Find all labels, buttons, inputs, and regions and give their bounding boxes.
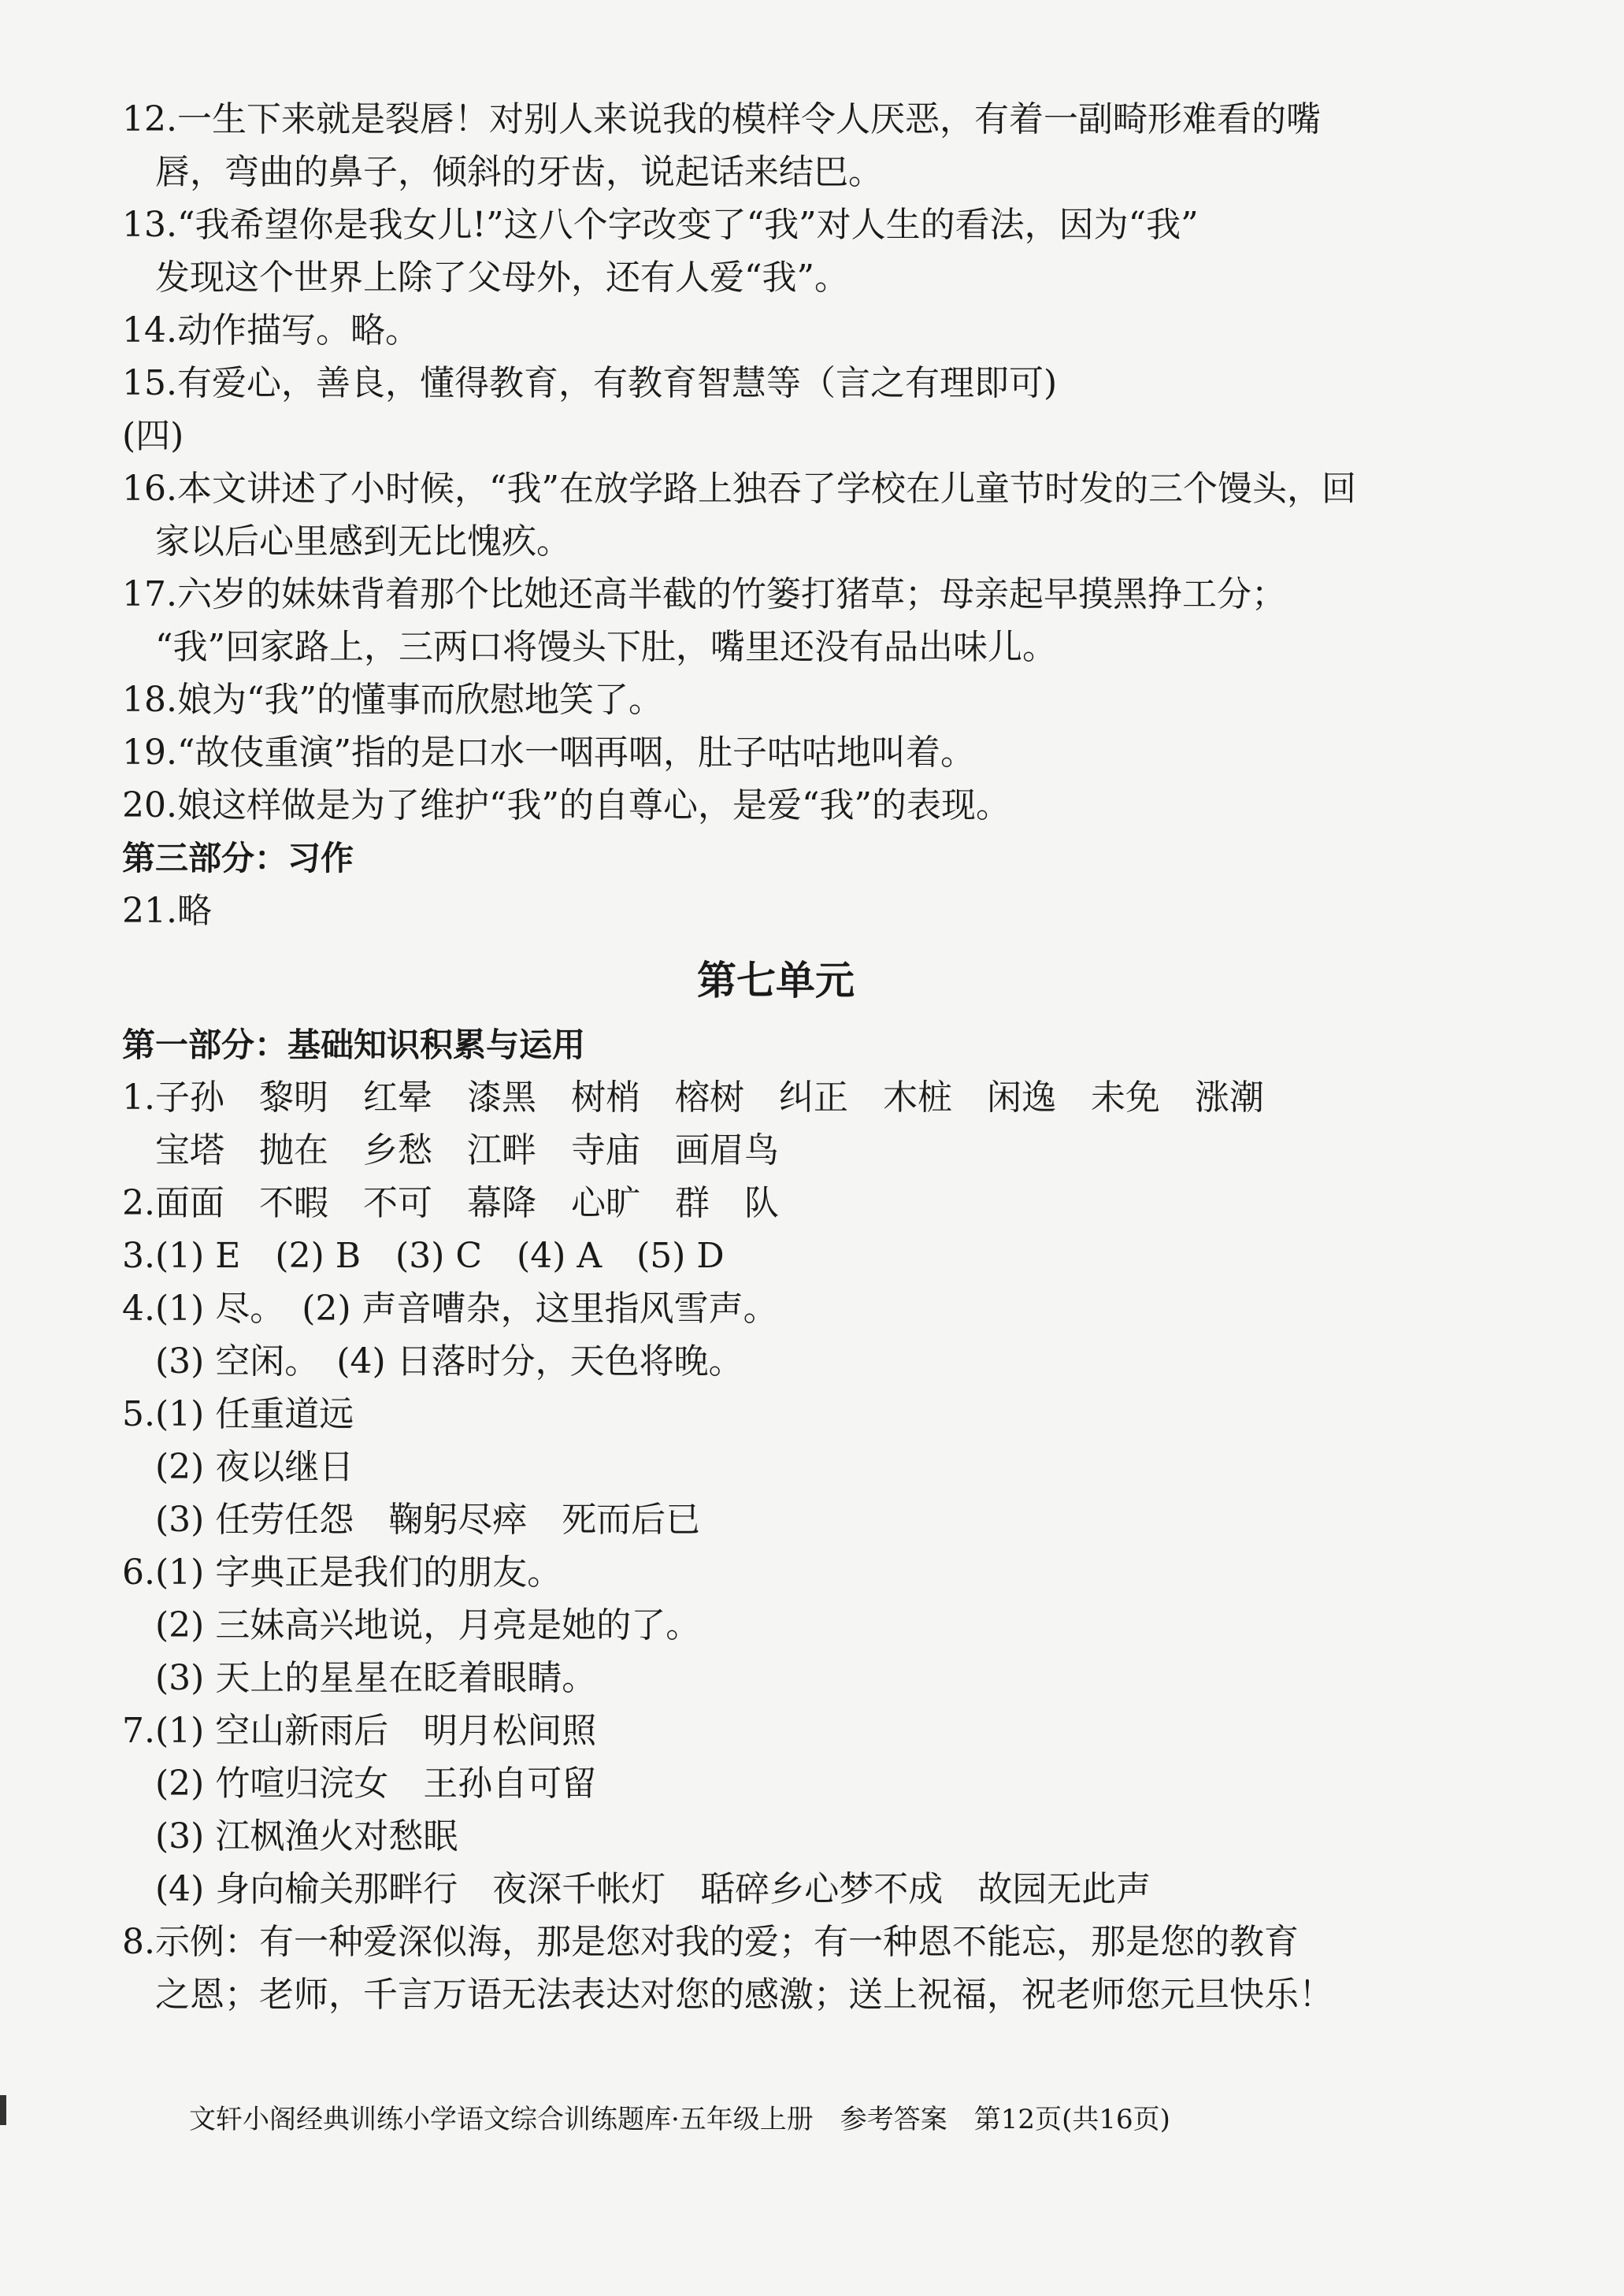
- answer-line: 5.(1) 任重道远: [122, 1394, 354, 1434]
- section-heading: 第一部分：基础知识积累与运用: [122, 1026, 586, 1064]
- section-marker: (四): [122, 416, 184, 456]
- answer-line: 17.六岁的妹妹背着那个比她还高半截的竹篓打猪草；母亲起早摸黑挣工分；: [122, 574, 1286, 614]
- document-page: [122, 93, 1429, 2021]
- answer-line: 12.一生下来就是裂唇！对别人来说我的模样令人厌恶，有着一副畸形难看的嘴: [122, 99, 1321, 139]
- answer-line: “我”回家路上，三两口将馒头下肚，嘴里还没有品出味儿。: [155, 627, 1057, 667]
- answer-line: (4) 身向榆关那畔行 夜深千帐灯 聒碎乡心梦不成 故园无此声: [155, 1869, 1151, 1909]
- answer-line: 2.面面 不暇 不可 幕降 心旷 群 队: [122, 1183, 779, 1223]
- answer-line: 唇，弯曲的鼻子，倾斜的牙齿，说起话来结巴。: [155, 152, 883, 192]
- unit-title: 第七单元: [697, 958, 855, 1003]
- page-footer: 文轩小阁经典训练小学语文综合训练题库·五年级上册 参考答案 第12页(共16页): [189, 2104, 1170, 2135]
- answer-line: 20.娘这样做是为了维护“我”的自尊心，是爱“我”的表现。: [122, 785, 1010, 825]
- answer-line: 8.示例：有一种爱深似海，那是您对我的爱；有一种恩不能忘，那是您的教育: [122, 1922, 1299, 1962]
- page-edge-mark: [0, 2095, 6, 2125]
- answer-line: 18.娘为“我”的懂事而欣慰地笑了。: [122, 680, 663, 720]
- answer-line: 发现这个世界上除了父母外，还有人爱“我”。: [155, 258, 849, 298]
- answer-line: 4.(1) 尽。 (2) 声音嘈杂，这里指风雪声。: [122, 1289, 778, 1329]
- answer-line: (3) 空闲。 (4) 日落时分，天色将晚。: [155, 1341, 743, 1382]
- answer-line: 之恩；老师，千言万语无法表达对您的感激；送上祝福，祝老师您元旦快乐！: [155, 1975, 1333, 2015]
- answer-line: 1.子孙 黎明 红晕 漆黑 树梢 榕树 纠正 木桩 闲逸 未免 涨潮: [122, 1078, 1264, 1118]
- answer-line: 16.本文讲述了小时候，“我”在放学路上独吞了学校在儿童节时发的三个馒头，回: [122, 469, 1356, 509]
- answer-line: 3.(1) E (2) B (3) C (4) A (5) D: [122, 1236, 725, 1276]
- answer-line: 7.(1) 空山新雨后 明月松间照: [122, 1711, 597, 1751]
- answer-line: 宝塔 抛在 乡愁 江畔 寺庙 画眉鸟: [155, 1130, 779, 1170]
- section-heading: 第三部分：习作: [122, 839, 354, 877]
- answer-line: (2) 三妹高兴地说，月亮是她的了。: [155, 1605, 701, 1645]
- answer-line: (3) 江枫渔火对愁眠: [155, 1816, 458, 1856]
- answer-line: 14.动作描写。略。: [122, 310, 420, 351]
- answer-line: 21.略: [122, 891, 212, 931]
- answer-line: (2) 竹喧归浣女 王孙自可留: [155, 1764, 597, 1804]
- answer-line: 19.“故伎重演”指的是口水一咽再咽，肚子咕咕地叫着。: [122, 733, 975, 773]
- answer-line: 13.“我希望你是我女儿!”这八个字改变了“我”对人生的看法，因为“我”: [122, 205, 1199, 245]
- answer-line: 家以后心里感到无比愧疚。: [155, 521, 571, 562]
- answer-line: (3) 任劳任怨 鞠躬尽瘁 死而后已: [155, 1500, 701, 1540]
- answer-line: (3) 天上的星星在眨着眼睛。: [155, 1658, 597, 1698]
- answer-line: 15.有爱心，善良，懂得教育，有教育智慧等（言之有理即可): [122, 363, 1058, 403]
- answer-line: 6.(1) 字典正是我们的朋友。: [122, 1552, 562, 1593]
- answer-line: (2) 夜以继日: [155, 1447, 354, 1487]
